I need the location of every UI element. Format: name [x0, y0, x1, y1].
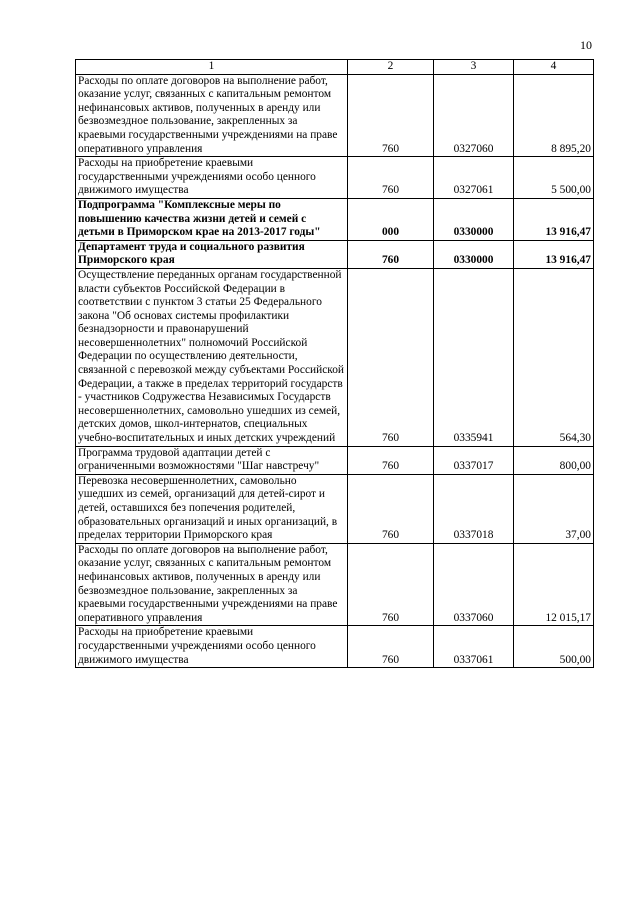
row-description: Расходы по оплате договоров на выполнение работ, оказание услуг, связанных с капитальным ремонтом нефинансовых активов, полученных в аренду или безвозмездное пользование, закрепленных за краевыми государственными учреждениями на праве оперативного управления [76, 543, 348, 626]
row-description: Департамент труда и социального развития Приморского края [76, 240, 348, 268]
row-ministry-code: 760 [348, 543, 434, 626]
row-description: Программа трудовой адаптации детей с ограниченными возможностями "Шаг навстречу" [76, 446, 348, 474]
row-amount: 8 895,20 [514, 74, 594, 157]
row-target-code: 0337017 [434, 446, 514, 474]
header-cell-2: 2 [348, 60, 434, 75]
row-target-code: 0337060 [434, 543, 514, 626]
table-row [76, 198, 594, 240]
page-number: 10 [580, 38, 592, 52]
row-ministry-code: 760 [348, 240, 434, 268]
row-description: Расходы по оплате договоров на выполнение работ, оказание услуг, связанных с капитальным ремонтом нефинансовых активов, полученных в аренду или безвозмездное пользование, закрепленных за краевыми государственными учреждениями на праве оперативного управления [76, 74, 348, 157]
row-amount: 37,00 [514, 474, 594, 543]
row-ministry-code: 000 [348, 198, 434, 240]
header-cell-1: 1 [76, 60, 348, 75]
row-description: Расходы на приобретение краевыми государственными учреждениями особо ценного движимого имущества [76, 157, 348, 199]
row-target-code: 0327060 [434, 74, 514, 157]
row-amount: 564,30 [514, 268, 594, 446]
row-amount: 13 916,47 [514, 198, 594, 240]
row-description: Подпрограмма "Комплексные меры по повышению качества жизни детей и семей с детьми в Приморском крае на 2013-2017 годы" [76, 198, 348, 240]
row-amount: 800,00 [514, 446, 594, 474]
row-target-code: 0337061 [434, 626, 514, 668]
row-ministry-code: 760 [348, 626, 434, 668]
table-row [76, 474, 594, 543]
row-description: Осуществление переданных органам государственной власти субъектов Российской Федерации в соответствии с пунктом 3 статьи 25 Федерального закона "Об основах системы профилактики безнадзорности и правонарушений несовершеннолетних" полномочий Российской Федерации по осуществлению деятельности, связанной с перевозкой между субъектами Российской Федерации, а также в пределах территорий государств - участников Содружества Независимых Государств несовершеннолетних, самовольно ушедших из семей, детских домов, школ-интернатов, специальных учебно-воспитательных и иных детских учреждений [76, 268, 348, 446]
row-target-code: 0335941 [434, 268, 514, 446]
row-ministry-code: 760 [348, 446, 434, 474]
row-amount: 13 916,47 [514, 240, 594, 268]
row-amount: 500,00 [514, 626, 594, 668]
table-row [76, 240, 594, 268]
row-target-code: 0327061 [434, 157, 514, 199]
budget-table [75, 59, 594, 668]
row-ministry-code: 760 [348, 474, 434, 543]
row-description: Расходы на приобретение краевыми государственными учреждениями особо ценного движимого имущества [76, 626, 348, 668]
table-row [76, 157, 594, 199]
row-amount: 5 500,00 [514, 157, 594, 199]
row-ministry-code: 760 [348, 74, 434, 157]
table-row [76, 268, 594, 446]
row-target-code: 0337018 [434, 474, 514, 543]
row-target-code: 0330000 [434, 240, 514, 268]
row-ministry-code: 760 [348, 157, 434, 199]
table-row [76, 626, 594, 668]
header-cell-4: 4 [514, 60, 594, 75]
row-description: Перевозка несовершеннолетних, самовольно ушедших из семей, организаций для детей-сирот и детей, оставшихся без попечения родителей, образовательных организаций и иных организаций, в пределах территории Приморского края [76, 474, 348, 543]
row-ministry-code: 760 [348, 268, 434, 446]
table-row [76, 543, 594, 626]
table-row [76, 446, 594, 474]
table-header-row [76, 60, 594, 75]
row-amount: 12 015,17 [514, 543, 594, 626]
row-target-code: 0330000 [434, 198, 514, 240]
table-row [76, 74, 594, 157]
header-cell-3: 3 [434, 60, 514, 75]
